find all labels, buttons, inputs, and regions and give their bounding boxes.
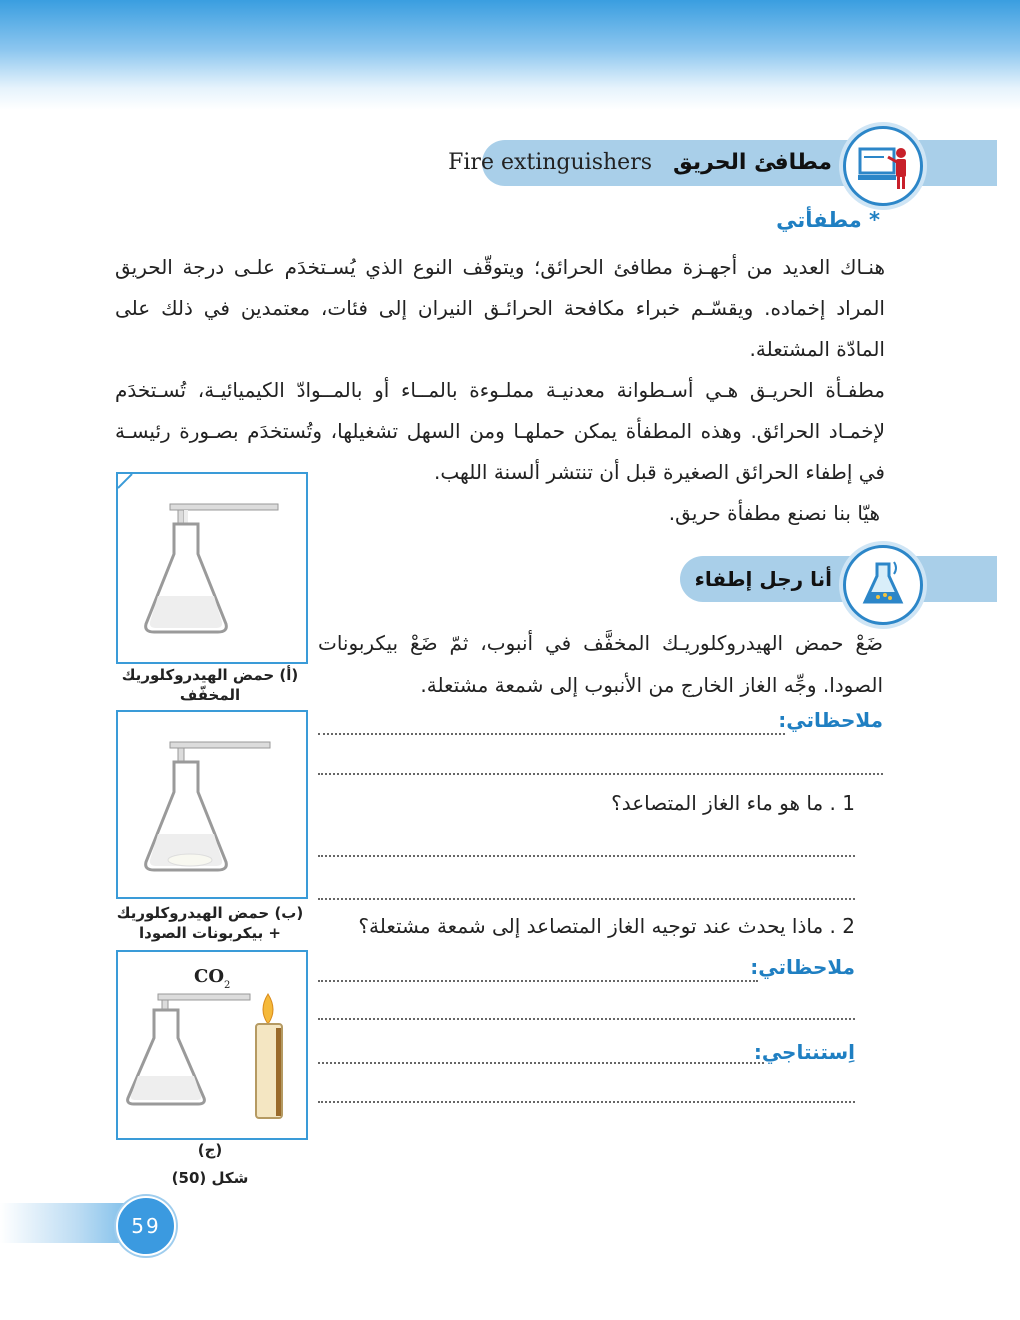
answer-line-2[interactable] (318, 773, 883, 775)
answer-line-7[interactable] (318, 1062, 764, 1064)
candle-icon (256, 994, 282, 1118)
title-arabic: مطافئ الحريق (673, 150, 832, 175)
flask-b (146, 742, 270, 870)
flask-c (128, 994, 250, 1104)
question-1: 1 . ما هو ماء الغاز المتصاعد؟ (611, 791, 855, 815)
caption-figure-c: (ج) (197, 1141, 223, 1159)
co2-subscript: 2 (224, 980, 231, 991)
observations-label-2: ملاحظاتي: (750, 955, 855, 979)
title-english: Fire extinguishers (448, 150, 653, 175)
answer-line-8[interactable] (318, 1101, 855, 1103)
top-gradient-band (0, 0, 1020, 110)
answer-line-4[interactable] (318, 898, 855, 900)
observations-label: ملاحظاتي: (778, 708, 883, 732)
figure-a-box (116, 472, 308, 664)
answer-line-1[interactable] (318, 733, 785, 735)
figure-b-box (116, 710, 308, 899)
paragraph-lets-make: هيّا بنا نصنع مطفأة حريق. (668, 501, 880, 525)
figure-c-box (116, 950, 308, 1140)
question-2: 2 . ماذا يحدث عند توجيه الغاز المتصاعد إلى شمعة مشتعلة؟ (358, 914, 855, 938)
answer-line-3[interactable] (318, 855, 855, 857)
flask-a (146, 504, 278, 632)
page-number-strip (0, 1203, 130, 1243)
section-title (448, 140, 832, 186)
co2-label: CO (194, 966, 225, 987)
activity-title: أنا رجل إطفاء (694, 567, 832, 591)
paragraph-definition: مطفـأة الحريـق هـي أسـطوانة معدنيـة مملـوءة بالمــاء أو بالمــوادّ الكيميائيـة، تُسـتخدَم لإخمـاد الحرائق. وهذه المطفأة يمكن حملهـا ومن السهل تشغيلها، وتُستخدَم بصـورة رئيسـة في إطفاء الحرائق الصغيرة قبل أن تنتشر ألسنة اللهب. (115, 378, 885, 484)
teacher-board-icon (843, 126, 923, 206)
answer-line-6[interactable] (318, 1018, 855, 1020)
figure-number-caption: شكل (50) (171, 1169, 249, 1187)
caption-figure-a: (أ) حمض الهيدروكلوريك المخفّف (121, 666, 299, 704)
flask-icon (843, 545, 923, 625)
activity-instruction: ضَعْ حمض الهيدروكلوريـك المخفَّف في أنبوب، ثمّ ضَعْ بيكربونات الصودا. وجِّه الغاز الخارج من الأنبوب إلى شمعة مشتعلة. (318, 631, 883, 697)
caption-figure-b: (ب) حمض الهيدروكلوريك + بيكربونات الصودا (116, 904, 304, 942)
subheading-my-extinguisher: * مطفأتي (776, 208, 880, 232)
page-number: 59 (116, 1196, 176, 1256)
conclusion-label: اِستنتاجي: (753, 1040, 855, 1064)
activity-title-bar (680, 556, 997, 602)
paragraph-intro: هنـاك العديد من أجهـزة مطافئ الحرائق؛ ويتوقّف النوع الذي يُسـتخدَم علـى درجة الحريق المراد إخماده. ويقسّـم خبراء مكافحة الحرائـق النيران إلى فئات، معتمدين في ذلك على المادّة المشتعلة. (115, 255, 885, 361)
answer-line-5[interactable] (318, 980, 758, 982)
